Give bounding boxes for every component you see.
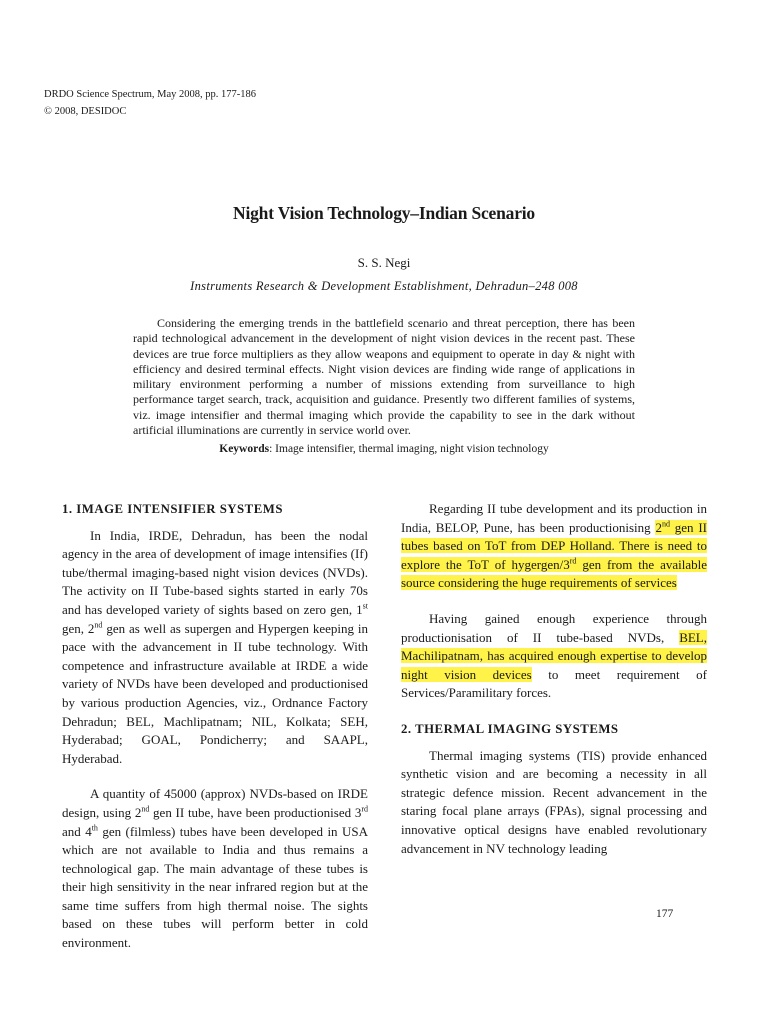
superscript: nd xyxy=(141,804,150,814)
text-run: In India, IRDE, Dehradun, has been the nodal agency in the area of development of image intensifies (If) tube/thermal imaging-based night vision devices (NVDs). The activity on II Tube-based sights started in early 70s and has developed variety of sights based on zero gen, 1 xyxy=(62,527,368,617)
section-1-heading: 1. IMAGE INTENSIFIER SYSTEMS xyxy=(62,502,283,516)
text-run: gen from the available source considering the huge requirements of services xyxy=(401,556,707,591)
left-column xyxy=(62,500,368,970)
section-2-heading: 2. THERMAL IMAGING SYSTEMS xyxy=(401,721,619,736)
superscript: nd xyxy=(661,519,670,529)
keywords-label: Keywords xyxy=(219,443,270,455)
text-run: 2 xyxy=(655,519,662,535)
text-run: gen (filmless) tubes have been developed in USA which are not available to India and thus remains a technological gap. The main advantage of these tubes is their high sensitivity in the near infrared region but at the same time suffers from high thermal noise. The sights based on these tubes will perform better in cold environment. xyxy=(62,823,368,951)
author-affiliation: Instruments Research & Development Establishment, Dehradun–248 008 xyxy=(190,279,578,293)
keywords-line xyxy=(0,443,768,455)
superscript: rd xyxy=(569,556,577,566)
text-run: and 4 xyxy=(62,823,92,839)
superscript: nd xyxy=(94,620,103,630)
author-name: S. S. Negi xyxy=(357,255,411,270)
page-number: 177 xyxy=(656,908,674,920)
journal-citation: DRDO Science Spectrum, May 2008, pp. 177-186 xyxy=(44,89,257,100)
journal-header xyxy=(44,86,256,120)
text-run: A quantity of 45000 (approx) NVDs-based on IRDE design, using 2 xyxy=(62,786,368,820)
superscript: rd xyxy=(361,804,368,814)
text-run: Having gained enough experience through productionisation of II tube-based NVDs, xyxy=(401,610,707,645)
section-1-paragraph-4 xyxy=(401,610,707,703)
section-1-paragraph-3 xyxy=(401,500,707,593)
text-run: to meet requirement of Services/Paramilitary forces. xyxy=(401,666,707,701)
paper-title: Night Vision Technology–Indian Scenario xyxy=(233,203,535,223)
text-run: gen II tube, have been productionised 3 xyxy=(149,804,362,820)
superscript: st xyxy=(362,601,368,611)
text-run: Regarding II tube development and its production in India, BELOP, Pune, has been productionising xyxy=(401,501,707,535)
section-2-paragraph-1: Thermal imaging systems (TIS) provide enhanced synthetic vision and are becoming a necessity in all strategic defence mission. Recent advancement in the staring focal plane arrays (FPAs), signal processing and innovative optical designs have enabled revolutionary advancement in NV technology leading xyxy=(401,747,707,856)
copyright-line: © 2008, DESIDOC xyxy=(44,106,127,117)
right-column xyxy=(401,500,707,875)
text-run: gen as well as supergen and Hypergen keeping in pace with the advancement in II tube technology. With competence and infrastructure available at IRDE a wide variety of NVDs have been developed and productionised by various production Agencies, viz., Ordnance Factory Dehradun; BEL, Machlipatnam; NIL, Kolkata; SEH, Hyderabad; GOAL, Pondicherry; and SAAPL, Hyderabad. xyxy=(62,620,368,766)
text-run: gen II tubes based on ToT from DEP Holland. There is need to explore the ToT of hygergen/3 xyxy=(401,519,707,572)
superscript: th xyxy=(91,823,98,833)
keywords-text: : Image intensifier, thermal imaging, night vision technology xyxy=(269,443,549,455)
highlighted-text: BEL, Machilipatnam, has acquired enough expertise to develop night vision devices xyxy=(401,629,707,682)
section-1-paragraph-2 xyxy=(62,785,368,952)
abstract: Considering the emerging trends in the battlefield scenario and threat perception, there has been rapid technological advancement in the development of night vision devices in the recent past. These devices are true force multipliers as they allow weapons and equipment to operate in day & night with efficiency and desired terminal effects. Night vision devices are finding wide range of applications in military environment performing a number of missions extending from surveillance to high performance target search, track, acquisition and guidance. Presently two different families of systems, viz. image intensifier and thermal imaging which provide the capability to see in the dark without artificial illuminations are currently in service world over. xyxy=(133,316,635,438)
section-1-paragraph-1 xyxy=(62,527,368,769)
text-run: gen, 2 xyxy=(62,620,95,636)
